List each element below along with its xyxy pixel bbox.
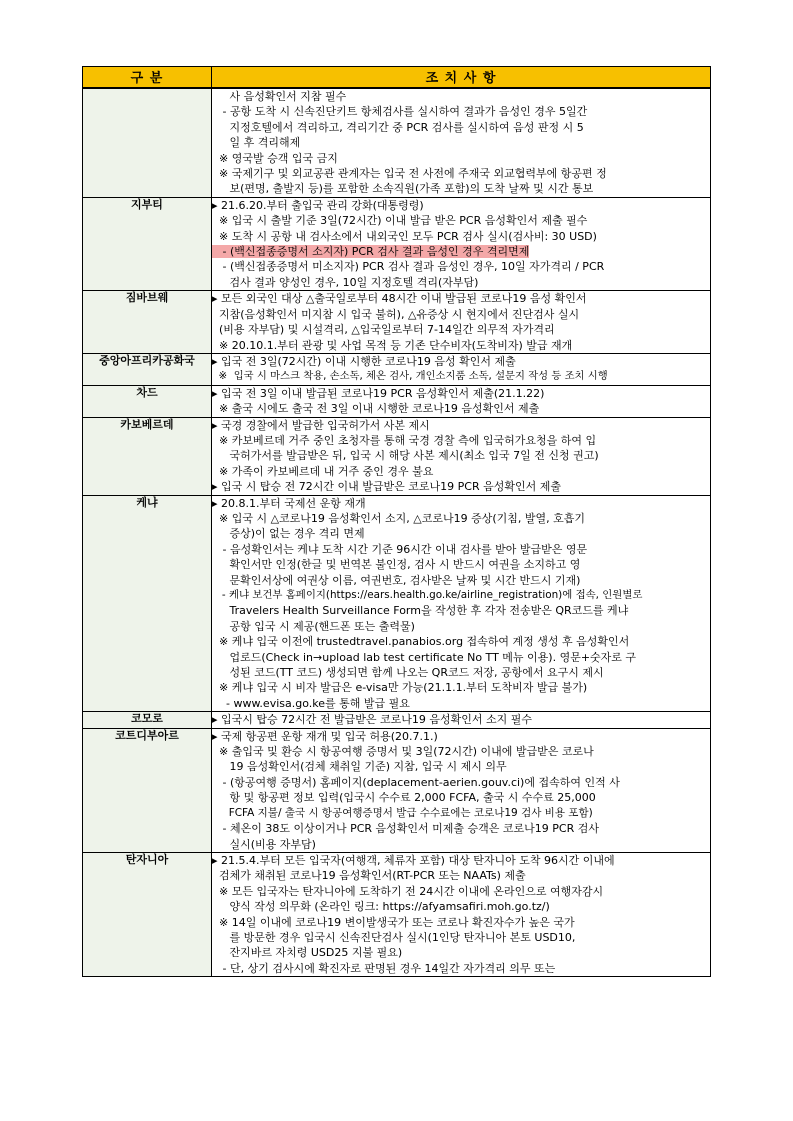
table-row bbox=[83, 852, 711, 976]
measure-line: ※ 14일 이내에 코로나19 변이발생국가 또는 코로나 확진자수가 높은 국가 bbox=[212, 915, 575, 929]
country-name: 코모로 bbox=[83, 712, 212, 728]
measure-line: 문확인서상에 여권상 이름, 여권번호, 검사받은 날짜 및 시간 반드시 기재) bbox=[212, 573, 581, 587]
measures-cell bbox=[212, 495, 711, 712]
table-row bbox=[83, 712, 711, 728]
table-row bbox=[83, 495, 711, 712]
country-name: 탄자니아 bbox=[83, 852, 212, 976]
measures-cell bbox=[212, 417, 711, 495]
country-name: 지부티 bbox=[83, 197, 212, 290]
measures-cell bbox=[212, 385, 711, 417]
table-row bbox=[83, 197, 711, 290]
measure-line: 양식 작성 의무화 (온라인 링크: https://afyamsafiri.moh.go.tz/) bbox=[212, 900, 550, 914]
table-row bbox=[83, 291, 711, 354]
measure-line: 지참(음성확인서 미지참 시 입국 불허), △유증상 시 현지에서 진단검사 실시 bbox=[212, 307, 580, 321]
measure-line: ※ 20.10.1.부터 관광 및 사업 목적 등 기존 단수비자(도착비자) 발급 재개 bbox=[212, 338, 573, 352]
measures-cell bbox=[212, 712, 711, 728]
header-measures: 조 치 사 항 bbox=[212, 67, 711, 89]
country-name: 중앙아프리카공화국 bbox=[83, 353, 212, 385]
measure-line: 업로드(Check in→upload lab test certificate No TT 메뉴 이용). 영문+숫자로 구 bbox=[212, 650, 637, 664]
measure-line: - www.evisa.go.ke를 통해 발급 필요 bbox=[212, 696, 410, 710]
measure-line: ※ 도착 시 공항 내 검사소에서 내외국인 모두 PCR 검사 실시(검사비: 30 USD) bbox=[212, 229, 597, 243]
measure-line: ※ 입국 시 마스크 착용, 손소독, 체온 검사, 개인소지품 소독, 설문지 작성 등 조치 시행 bbox=[212, 370, 608, 383]
measure-line: ▸ 국경 경찰에서 발급한 입국허가서 사본 제시 bbox=[212, 418, 430, 432]
measure-line: 일 후 격리해제 bbox=[212, 136, 301, 150]
measure-line: 검체가 채취된 코로나19 음성확인서(RT-PCR 또는 NAATs) 제출 bbox=[212, 869, 526, 883]
measures-cell bbox=[212, 353, 711, 385]
measure-line: ※ 모든 입국자는 탄자니아에 도착하기 전 24시간 이내에 온라인으로 여행자감시 bbox=[212, 884, 604, 898]
header-category: 구 분 bbox=[83, 67, 212, 89]
measure-line: ※ 출입국 및 환승 시 항공여행 증명서 및 3일(72시간) 이내에 발급받은 코로나 bbox=[212, 745, 594, 759]
measure-line: ※ 카보베르데 거주 중인 초청자를 통해 국경 경찰 측에 입국허가요청을 하여 입 bbox=[212, 433, 597, 447]
measure-line: ※ 케냐 입국 이전에 trustedtravel.panabios.org 접속하여 계정 생성 후 음성확인서 bbox=[212, 635, 630, 649]
measure-line: 증상)이 없는 경우 격리 면제 bbox=[212, 527, 365, 541]
measure-line: 19 음성확인서(검체 채취일 기준) 지참, 입국 시 제시 의무 bbox=[212, 760, 507, 774]
measure-line: ※ 영국발 승객 입국 금지 bbox=[212, 151, 338, 165]
measure-line: 국허가서를 발급받은 뒤, 입국 시 해당 사본 제시(최소 입국 7일 전 신청 권고) bbox=[212, 449, 599, 463]
country-name: 짐바브웨 bbox=[83, 291, 212, 354]
measure-line: ▸ 21.5.4.부터 모든 입국자(여행객, 체류자 포함) 대상 탄자니아 도착 96시간 이내에 bbox=[212, 853, 615, 867]
measures-table bbox=[82, 66, 711, 977]
measure-line: ▸ 입국시 탑승 72시간 전 발급받은 코로나19 음성확인서 소지 필수 bbox=[212, 713, 533, 727]
highlight-mark: - (백신접종증명서 소지자) PCR 검사 결과 음성인 경우 격리면제 bbox=[212, 245, 530, 259]
measure-line: - (백신접종증명서 미소지자) PCR 검사 결과 음성인 경우, 10일 자가격리 / PCR bbox=[212, 260, 605, 274]
measure-line: 공항 입국 시 제공(핸드폰 또는 출력물) bbox=[212, 619, 415, 633]
measure-line: 잔지바르 자치령 USD25 지불 필요) bbox=[212, 946, 403, 960]
table-header-row bbox=[83, 67, 711, 89]
measure-line: ※ 입국 시 출발 기준 3일(72시간) 이내 발급 받은 PCR 음성확인서 제출 필수 bbox=[212, 214, 588, 228]
table-row bbox=[83, 353, 711, 385]
measures-cell bbox=[212, 291, 711, 354]
measure-line: 보(편명, 출발지 등)를 포함한 소속직원(가족 포함)의 도착 날짜 및 시간 통보 bbox=[212, 182, 594, 196]
measure-line: - (항공여행 증명서) 홈페이지(deplacement-aerien.gouv.ci)에 접속하여 인적 사 bbox=[212, 775, 620, 789]
measure-line: ※ 국제기구 및 외교공관 관계자는 입국 전 사전에 주재국 외교협력부에 항공편 정 bbox=[212, 167, 607, 181]
measures-cell bbox=[212, 88, 711, 197]
measure-line: ※ 출국 시에도 출국 전 3일 이내 시행한 코로나19 음성확인서 제출 bbox=[212, 402, 540, 416]
measure-line: ▸ 입국 전 3일(72시간) 이내 시행한 코로나19 음성 확인서 제출 bbox=[212, 354, 516, 368]
country-name: 카보베르데 bbox=[83, 417, 212, 495]
table-row bbox=[83, 88, 711, 197]
measure-line: ▸ 입국 전 3일 이내 발급된 코로나19 PCR 음성확인서 제출(21.1.22) bbox=[212, 386, 545, 400]
measure-line: - 케냐 보건부 홈페이지(https://ears.health.go.ke/airline_registration)에 접속, 인원별로 bbox=[212, 589, 643, 601]
measure-line: ▸ 21.6.20.부터 출입국 관리 강화(대통령령) bbox=[212, 198, 424, 212]
measure-line: ▸ 모든 외국인 대상 △출국일로부터 48시간 이내 발급된 코로나19 음성 확인서 bbox=[212, 292, 587, 306]
measure-line: ▸ 국제 항공편 운항 재개 및 입국 허용(20.7.1.) bbox=[212, 729, 438, 743]
measure-line: - 공항 도착 시 신속진단키트 항체검사를 실시하여 결과가 음성인 경우 5일간 bbox=[212, 105, 588, 119]
measure-line: 성된 코드(TT 코드) 생성되면 함께 나오는 QR코드 저장, 공항에서 요구시 제시 bbox=[212, 666, 604, 680]
table-row bbox=[83, 728, 711, 852]
country-name bbox=[83, 88, 212, 197]
measures-cell bbox=[212, 852, 711, 976]
measure-line: 사 음성확인서 지참 필수 bbox=[212, 90, 347, 103]
country-name: 차드 bbox=[83, 385, 212, 417]
table-row bbox=[83, 385, 711, 417]
country-name: 케냐 bbox=[83, 495, 212, 712]
measure-line: ▸ 20.8.1.부터 국제선 운항 재개 bbox=[212, 496, 366, 510]
measure-line: ※ 입국 시 △코로나19 음성확인서 소지, △코로나19 증상(기침, 발열, 호흡기 bbox=[212, 511, 586, 525]
measure-line: FCFA 지불/ 출국 시 항공여행증명서 발급 수수료에는 코로나19 검사 비용 포함) bbox=[212, 806, 593, 819]
measures-cell bbox=[212, 728, 711, 852]
measure-line: ▸ 입국 시 탑승 전 72시간 이내 발급받은 코로나19 PCR 음성확인서 제출 bbox=[212, 480, 561, 494]
measure-line: 지정호텔에서 격리하고, 격리기간 중 PCR 검사를 실시하여 음성 판정 시 5 bbox=[212, 120, 584, 134]
measure-line: 실시(비용 자부담) bbox=[212, 837, 316, 851]
measure-line: ※ 가족이 카보베르데 내 거주 중인 경우 불요 bbox=[212, 464, 434, 478]
measure-line: - 단, 상기 검사시에 확진자로 판명된 경우 14일간 자가격리 의무 또는 bbox=[212, 961, 556, 975]
measure-line: 항 및 항공편 정보 입력(입국시 수수료 2,000 FCFA, 출국 시 수수료 25,000 bbox=[212, 791, 596, 805]
measure-line: (비용 자부담) 및 시설격리, △입국일로부터 7-14일간 의무적 자가격리 bbox=[212, 323, 555, 337]
measure-line-highlighted bbox=[212, 244, 710, 259]
country-name: 코트디부아르 bbox=[83, 728, 212, 852]
measure-line: 검사 결과 양성인 경우, 10일 지정호텔 격리(자부담) bbox=[212, 275, 479, 289]
measures-cell bbox=[212, 197, 711, 290]
measure-line: 확인서만 인정(한글 및 번역본 불인정, 검사 시 반드시 여권을 소지하고 영 bbox=[212, 558, 581, 572]
measure-line: - 음성확인서는 케냐 도착 시간 기준 96시간 이내 검사를 받아 발급받은 영문 bbox=[212, 542, 588, 556]
measure-line: - 체온이 38도 이상이거나 PCR 음성확인서 미제출 승객은 코로나19 PCR 검사 bbox=[212, 822, 599, 836]
measure-line: Travelers Health Surveillance Form을 작성한 후 각자 전송받은 QR코드를 케냐 bbox=[212, 604, 629, 618]
measure-line: ※ 케냐 입국 시 비자 발급은 e-visa만 가능(21.1.1.부터 도착비자 발급 불가) bbox=[212, 681, 588, 695]
table-row bbox=[83, 417, 711, 495]
measure-line: 를 방문한 경우 입국시 신속진단검사 실시(1인당 탄자니아 본토 USD10, bbox=[212, 930, 576, 944]
